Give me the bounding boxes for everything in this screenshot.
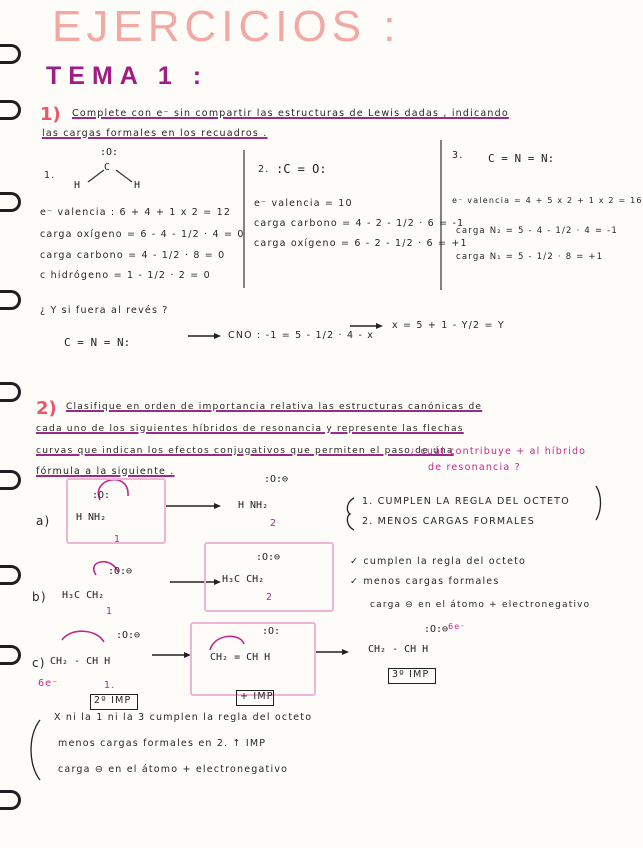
note-1: X ni la 1 ni la 3 cumplen la regla del octeto xyxy=(54,712,313,723)
exercise-2-statement-line-4: fórmula a la siguiente . xyxy=(36,466,175,477)
c-s3-electrons: 6e⁻ xyxy=(448,622,466,631)
col3-line-1: e⁻ valencia = 4 + 5 x 2 + 1 x 2 = 16 xyxy=(452,196,643,205)
c-s1-tag: 2º IMP xyxy=(94,695,132,706)
a-criterion-1: 1. CUMPLEN LA REGLA DEL OCTETO xyxy=(362,496,570,507)
a-left-rank: 1 xyxy=(114,534,122,545)
reverse-result: x = 5 + 1 - Y/2 = Y xyxy=(392,320,505,331)
c-s1-rank: 1. xyxy=(104,680,116,691)
exercise-1-statement-line-2: las cargas formales en los recuadros . xyxy=(42,128,268,139)
hydrogen-left: H xyxy=(74,180,81,191)
exercise-2-statement-line-3: curvas que indican los efectos conjugativos que permiten el paso de una xyxy=(36,446,454,456)
note-3: carga ⊖ en el átomo + electronegativo xyxy=(58,764,289,775)
c-s2-structure: CH₂ = CH H xyxy=(210,652,271,663)
c-s2-oxygen: :O: xyxy=(262,626,281,637)
c-s3-structure: CH₂ - CH H xyxy=(368,644,429,655)
c-s1-electrons: 6e⁻ xyxy=(38,678,59,689)
exercise-1-statement-line-1: Complete con e⁻ sin compartir las estructuras de Lewis dadas , indicando xyxy=(72,108,509,119)
c-s2-tag: + IMP xyxy=(240,691,274,702)
exercise-2-number: 2) xyxy=(36,398,57,419)
reverse-calc: CNO : -1 = 5 - 1/2 · 4 - x xyxy=(228,330,375,341)
reverse-question: ¿ Y si fuera al revés ? xyxy=(40,305,169,316)
c-s3-oxygen: :O:⊖ xyxy=(424,624,449,635)
b-check-2: ✓ menos cargas formales xyxy=(350,576,500,587)
c-s1-oxygen: :O:⊖ xyxy=(116,630,141,641)
col2-line-1: e⁻ valencia = 10 xyxy=(254,198,353,209)
exercise-2-statement-line-1: Clasifique en orden de importancia relativa las estructuras canónicas de xyxy=(66,402,483,412)
note-2: menos cargas formales en 2. ↑ IMP xyxy=(58,738,267,749)
a-left-oxygen: :O: xyxy=(92,490,111,501)
a-label: a) xyxy=(36,514,51,528)
b-label: b) xyxy=(32,590,47,604)
b-right-rank: 2 xyxy=(266,592,274,603)
col2-label: 2. xyxy=(258,164,270,175)
page-title: EJERCICIOS : xyxy=(52,2,401,51)
b-check-1: ✓ cumplen la regla del octeto xyxy=(350,556,527,567)
col3-line-3: carga N₁ = 5 - 1/2 · 8 = +1 xyxy=(456,252,604,262)
col3-structure: C = N = N: xyxy=(488,152,555,165)
col2-line-2: carga carbono = 4 - 2 - 1/2 · 6 = -1 xyxy=(254,218,465,229)
b-left-structure: H₃C CH₂ xyxy=(62,590,105,601)
b-right-structure: H₃C CH₂ xyxy=(222,574,265,585)
b-right-oxygen: :O:⊖ xyxy=(256,552,281,563)
exercise-2-statement-line-2: cada uno de los siguientes híbridos de resonancia y represente las flechas xyxy=(36,424,464,434)
col2-structure: :C = O: xyxy=(276,162,327,176)
col2-line-3: carga oxígeno = 6 - 2 - 1/2 · 6 = +1 xyxy=(254,238,468,249)
c-label: c) xyxy=(32,656,46,670)
col3-label: 3. xyxy=(452,150,464,161)
col1-line-1: e⁻ valencia : 6 + 4 + 1 x 2 = 12 xyxy=(40,207,232,218)
b-left-oxygen: :O:⊖ xyxy=(108,566,133,577)
c-s3-tag: 3º IMP xyxy=(392,669,430,680)
col1-line-4: c hidrógeno = 1 - 1/2 · 2 = 0 xyxy=(40,270,211,281)
side-question-line-1: ¿ cuál contribuye + al híbrido xyxy=(410,446,587,457)
col1-line-3: carga carbono = 4 - 1/2 · 8 = 0 xyxy=(40,250,226,261)
oxygen-atom: :O: xyxy=(100,147,119,158)
a-right-oxygen: :O:⊖ xyxy=(264,474,289,485)
reverse-structure: C = N = N: xyxy=(64,336,131,349)
col1-line-2: carga oxígeno = 6 - 4 - 1/2 · 4 = 0 xyxy=(40,229,245,240)
col1-label: 1. xyxy=(44,170,56,181)
b-check-3: carga ⊖ en el átomo + electronegativo xyxy=(370,600,591,610)
a-left-structure: H NH₂ xyxy=(76,512,107,523)
a-criterion-2: 2. MENOS CARGAS FORMALES xyxy=(362,516,535,527)
a-right-structure: H NH₂ xyxy=(238,500,269,511)
side-question-line-2: de resonancia ? xyxy=(428,462,521,473)
tema-heading: TEMA 1 : xyxy=(46,62,209,90)
hydrogen-right: H xyxy=(134,180,141,191)
col3-line-2: carga N₂ = 5 - 4 - 1/2 · 4 = -1 xyxy=(456,226,618,236)
b-left-rank: 1 xyxy=(106,606,114,617)
exercise-1-number: 1) xyxy=(40,104,61,125)
a-right-rank: 2 xyxy=(270,518,278,529)
c-s1-structure: CH₂ - CH H xyxy=(50,656,111,667)
carbon-atom: C xyxy=(104,162,111,173)
